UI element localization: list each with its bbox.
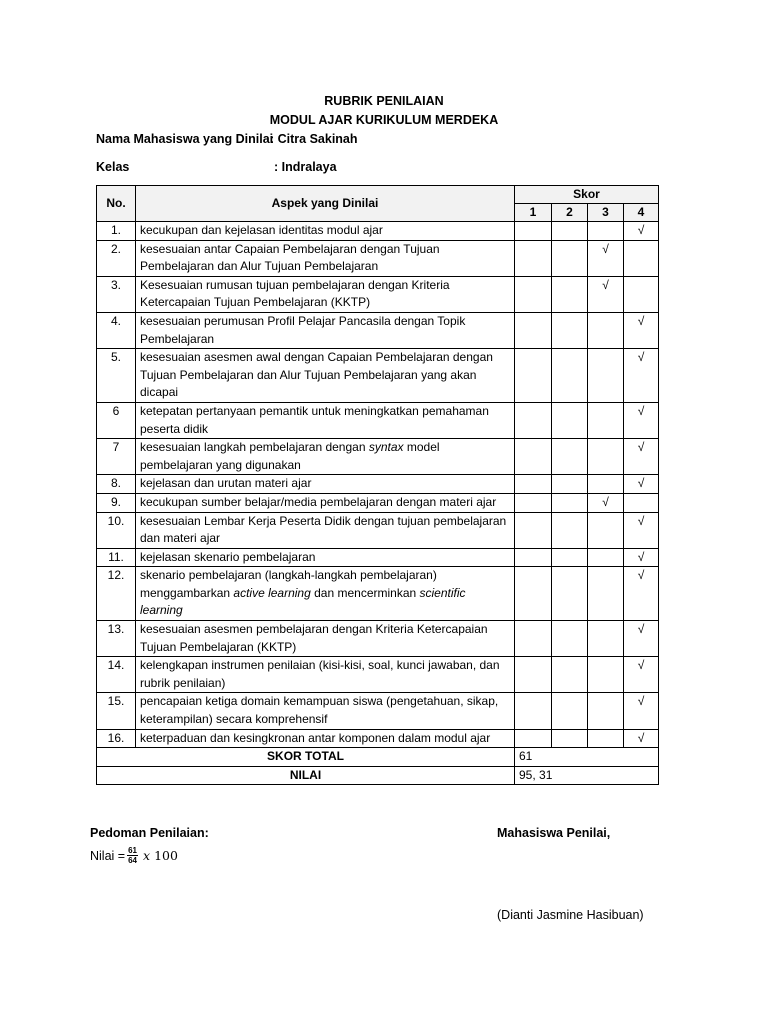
row-aspect: kesesuaian asesmen pembelajaran dengan Kriteria Ketercapaian Tujuan Pembelajaran (KKTP) xyxy=(136,621,515,657)
score-cell-1 xyxy=(515,349,552,403)
grade-label: NILAI xyxy=(97,766,515,785)
table-row xyxy=(97,222,659,241)
score-cell-2 xyxy=(552,567,588,621)
score-cell-4 xyxy=(624,402,659,438)
score-cell-4 xyxy=(624,475,659,494)
score-cell-3 xyxy=(588,222,624,241)
score-cell-4 xyxy=(624,548,659,567)
check-mark-icon: √ xyxy=(637,694,645,709)
check-mark-icon: √ xyxy=(637,549,645,564)
row-number: 10. xyxy=(97,512,136,548)
row-aspect: kejelasan dan urutan materi ajar xyxy=(136,475,515,494)
score-level-2: 2 xyxy=(552,204,588,222)
formula-denominator: 64 xyxy=(128,856,137,865)
score-cell-3 xyxy=(588,567,624,621)
grade-value: 95, 31 xyxy=(515,766,659,785)
score-cell-4 xyxy=(624,312,659,348)
score-cell-2 xyxy=(552,240,588,276)
check-mark-icon: √ xyxy=(637,622,645,637)
score-cell-4 xyxy=(624,693,659,729)
score-cell-3 xyxy=(588,240,624,276)
row-number: 5. xyxy=(97,349,136,403)
score-cell-2 xyxy=(552,475,588,494)
assessor-label: Mahasiswa Penilai, xyxy=(497,826,611,840)
score-cell-1 xyxy=(515,693,552,729)
score-cell-2 xyxy=(552,548,588,567)
score-cell-3 xyxy=(588,729,624,748)
aspect-italic-term: scientific learning xyxy=(140,585,466,618)
aspect-text-part: model pembelajaran yang digunakan xyxy=(140,440,440,472)
row-aspect: Kesesuaian rumusan tujuan pembelajaran dengan Kriteria Ketercapaian Tujuan Pembelajaran (KKTP) xyxy=(136,276,515,312)
row-number: 2. xyxy=(97,240,136,276)
check-mark-icon: √ xyxy=(637,313,645,328)
formula-prefix: Nilai = xyxy=(90,848,126,863)
table-row xyxy=(97,567,659,621)
table-row xyxy=(97,657,659,693)
score-cell-4 xyxy=(624,657,659,693)
score-cell-1 xyxy=(515,567,552,621)
score-cell-1 xyxy=(515,276,552,312)
score-cell-3 xyxy=(588,512,624,548)
guide-label: Pedoman Penilaian: xyxy=(90,826,209,840)
grade-row xyxy=(97,766,659,785)
rubric-table xyxy=(96,185,659,785)
score-cell-1 xyxy=(515,657,552,693)
student-name-value: : Citra Sakinah xyxy=(270,132,358,146)
score-cell-4 xyxy=(624,222,659,241)
row-number: 4. xyxy=(97,312,136,348)
row-number: 14. xyxy=(97,657,136,693)
score-cell-1 xyxy=(515,621,552,657)
check-mark-icon: √ xyxy=(637,568,645,583)
table-row xyxy=(97,402,659,438)
aspect-text-part: kesesuaian langkah pembelajaran dengan xyxy=(140,440,369,455)
row-number: 9. xyxy=(97,493,136,512)
check-mark-icon: √ xyxy=(637,403,645,418)
row-aspect xyxy=(136,439,515,475)
class-label: Kelas xyxy=(96,160,130,174)
table-row xyxy=(97,693,659,729)
table-row xyxy=(97,349,659,403)
score-cell-2 xyxy=(552,312,588,348)
score-cell-1 xyxy=(515,548,552,567)
document-subtitle: MODUL AJAR KURIKULUM MERDEKA xyxy=(269,113,499,127)
row-number: 6 xyxy=(97,402,136,438)
total-label: SKOR TOTAL xyxy=(97,748,515,767)
col-header-no: No. xyxy=(97,186,136,222)
table-row xyxy=(97,240,659,276)
table-row xyxy=(97,548,659,567)
check-mark-icon: √ xyxy=(637,350,645,365)
score-cell-4 xyxy=(624,729,659,748)
score-cell-3 xyxy=(588,349,624,403)
row-aspect xyxy=(136,567,515,621)
check-mark-icon: √ xyxy=(637,513,645,528)
score-cell-2 xyxy=(552,276,588,312)
score-cell-4 xyxy=(624,439,659,475)
row-number: 13. xyxy=(97,621,136,657)
score-cell-1 xyxy=(515,222,552,241)
score-cell-2 xyxy=(552,222,588,241)
score-cell-4 xyxy=(624,240,659,276)
score-cell-1 xyxy=(515,475,552,494)
score-cell-2 xyxy=(552,439,588,475)
formula-fraction xyxy=(127,846,138,865)
total-row xyxy=(97,748,659,767)
row-aspect: kecukupan sumber belajar/media pembelajaran dengan materi ajar xyxy=(136,493,515,512)
total-value: 61 xyxy=(515,748,659,767)
table-row xyxy=(97,475,659,494)
check-mark-icon: √ xyxy=(637,658,645,673)
score-cell-4 xyxy=(624,493,659,512)
score-cell-3 xyxy=(588,621,624,657)
table-row xyxy=(97,493,659,512)
score-cell-3 xyxy=(588,548,624,567)
score-level-4: 4 xyxy=(624,204,659,222)
check-mark-icon: √ xyxy=(602,277,609,292)
check-mark-icon: √ xyxy=(637,440,645,455)
check-mark-icon: √ xyxy=(637,223,645,237)
score-cell-1 xyxy=(515,439,552,475)
score-cell-1 xyxy=(515,240,552,276)
score-cell-2 xyxy=(552,349,588,403)
col-header-score: Skor xyxy=(515,186,659,204)
row-aspect: kelengkapan instrumen penilaian (kisi-kisi, soal, kunci jawaban, dan rubrik penilaian) xyxy=(136,657,515,693)
score-cell-3 xyxy=(588,402,624,438)
score-cell-3 xyxy=(588,312,624,348)
score-cell-4 xyxy=(624,276,659,312)
row-aspect: kesesuaian Lembar Kerja Peserta Didik dengan tujuan pembelajaran dan materi ajar xyxy=(136,512,515,548)
table-row xyxy=(97,729,659,748)
row-number: 8. xyxy=(97,475,136,494)
row-number: 12. xyxy=(97,567,136,621)
table-row xyxy=(97,439,659,475)
table-row xyxy=(97,621,659,657)
grade-formula xyxy=(90,846,178,865)
col-header-aspect: Aspek yang Dinilai xyxy=(136,186,515,222)
score-cell-1 xyxy=(515,402,552,438)
row-number: 7 xyxy=(97,439,136,475)
formula-multiplier: 100 xyxy=(154,848,178,863)
student-name-label: Nama Mahasiswa yang Dinilai xyxy=(96,132,274,146)
class-value: : Indralaya xyxy=(274,160,337,174)
row-aspect: kesesuaian perumusan Profil Pelajar Pancasila dengan Topik Pembelajaran xyxy=(136,312,515,348)
score-cell-2 xyxy=(552,402,588,438)
table-row xyxy=(97,276,659,312)
score-cell-2 xyxy=(552,693,588,729)
score-cell-2 xyxy=(552,512,588,548)
score-cell-3 xyxy=(588,475,624,494)
row-aspect: keterpaduan dan kesingkronan antar komponen dalam modul ajar xyxy=(136,729,515,748)
row-aspect: kecukupan dan kejelasan identitas modul ajar xyxy=(136,222,515,241)
score-cell-1 xyxy=(515,493,552,512)
score-cell-2 xyxy=(552,621,588,657)
score-cell-3 xyxy=(588,693,624,729)
score-cell-4 xyxy=(624,567,659,621)
score-cell-1 xyxy=(515,312,552,348)
table-row xyxy=(97,312,659,348)
row-aspect: pencapaian ketiga domain kemampuan siswa (pengetahuan, sikap, keterampilan) secara komprehensif xyxy=(136,693,515,729)
row-number: 15. xyxy=(97,693,136,729)
score-cell-4 xyxy=(624,621,659,657)
score-cell-2 xyxy=(552,493,588,512)
formula-times: x xyxy=(143,848,151,863)
row-aspect: ketepatan pertanyaan pemantik untuk meningkatkan pemahaman peserta didik xyxy=(136,402,515,438)
check-mark-icon: √ xyxy=(637,476,645,491)
row-number: 3. xyxy=(97,276,136,312)
assessor-name: (Dianti Jasmine Hasibuan) xyxy=(497,908,644,922)
row-number: 16. xyxy=(97,729,136,748)
row-aspect: kejelasan skenario pembelajaran xyxy=(136,548,515,567)
check-mark-icon: √ xyxy=(602,241,609,256)
document-title: RUBRIK PENILAIAN xyxy=(324,94,444,108)
row-aspect: kesesuaian antar Capaian Pembelajaran dengan Tujuan Pembelajaran dan Alur Tujuan Pembelajaran xyxy=(136,240,515,276)
formula-numerator: 61 xyxy=(128,846,137,855)
score-cell-3 xyxy=(588,493,624,512)
check-mark-icon: √ xyxy=(637,730,645,745)
score-level-1: 1 xyxy=(515,204,552,222)
score-level-3: 3 xyxy=(588,204,624,222)
aspect-text-part: dan mencerminkan xyxy=(310,585,420,600)
score-cell-1 xyxy=(515,729,552,748)
score-cell-4 xyxy=(624,349,659,403)
row-number: 11. xyxy=(97,548,136,567)
score-cell-2 xyxy=(552,657,588,693)
score-cell-4 xyxy=(624,512,659,548)
rubric-body xyxy=(97,222,659,748)
aspect-text-part: skenario pembelajaran (langkah-langkah pembelajaran) menggambarkan xyxy=(140,568,437,600)
aspect-italic-term: active learning xyxy=(233,585,311,600)
score-cell-1 xyxy=(515,512,552,548)
check-mark-icon: √ xyxy=(602,494,609,509)
score-cell-2 xyxy=(552,729,588,748)
row-number: 1. xyxy=(97,222,136,241)
score-cell-3 xyxy=(588,276,624,312)
row-aspect: kesesuaian asesmen awal dengan Capaian Pembelajaran dengan Tujuan Pembelajaran dan Alur Tujuan Pembelajaran yang akan dicapai xyxy=(136,349,515,403)
score-cell-3 xyxy=(588,657,624,693)
table-row xyxy=(97,512,659,548)
score-cell-3 xyxy=(588,439,624,475)
aspect-italic-term: syntax xyxy=(368,440,404,455)
